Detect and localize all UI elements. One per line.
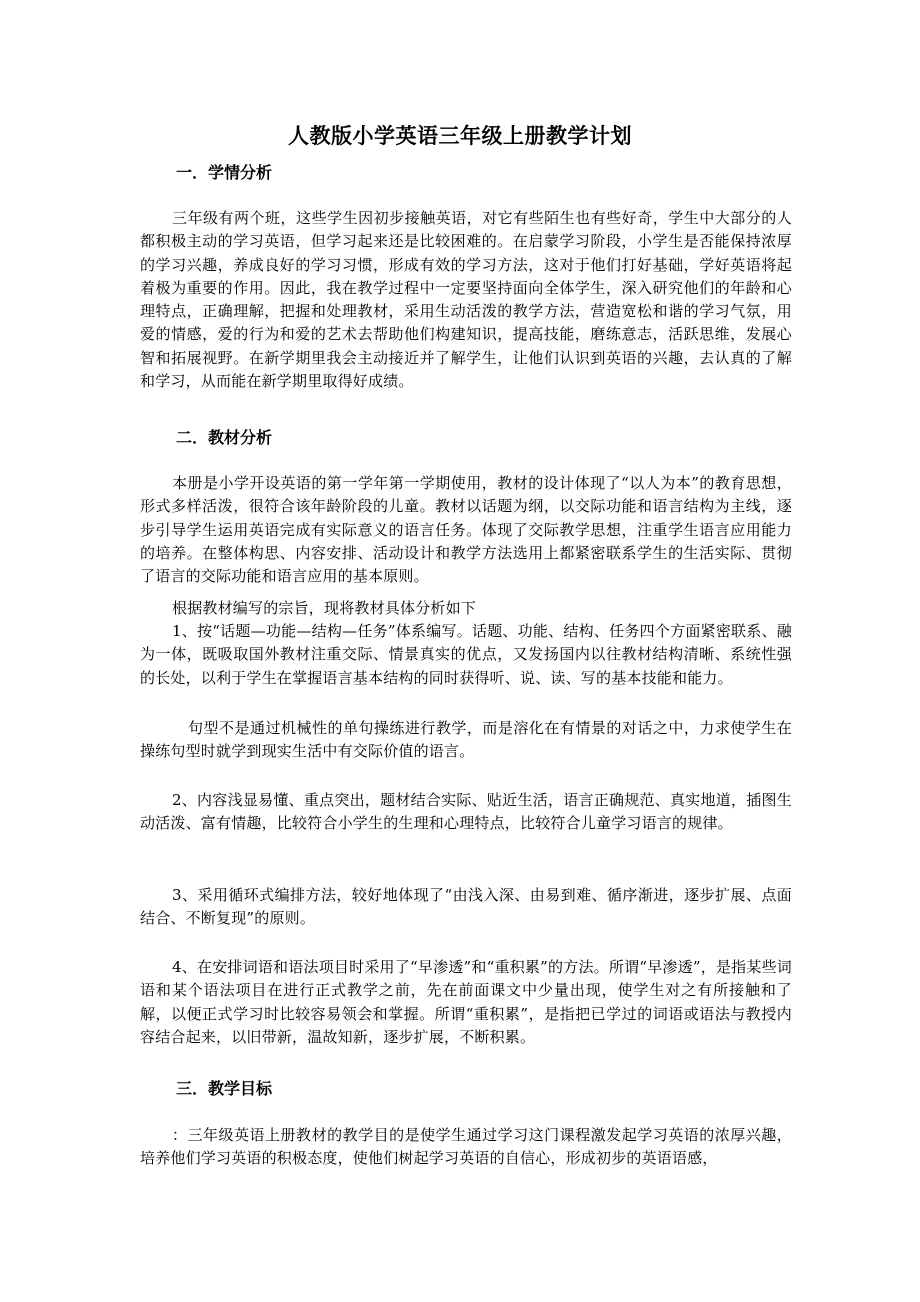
paragraph: 根据教材编写的宗旨，现将教材具体分析如下: [172, 599, 477, 617]
paragraph: ：三年级英语上册教材的教学目的是使学生通过学习这门课程激发起学习英语的浓厚兴趣，培养他们学习英语的积极态度，使他们树起学习英语的自信心，形成初步的英语语感，: [140, 1126, 792, 1168]
document-title: 人教版小学英语三年级上册教学计划: [288, 124, 632, 148]
paragraph: 4、在安排词语和语法项目时采用了“早渗透”和“重积累”的方法。所谓“早渗透”，是指某些词语和某个语法项目在进行正式教学之前，先在前面课文中少量出现，使学生对之有所接触和了解，以便正式学习时比较容易领会和掌握。所谓“重积累”，是指把已学过的词语或语法与教授内容结合起来，以旧带新，温故知新，逐步扩展，不断积累。: [140, 958, 792, 1046]
paragraph: 1、按“话题—功能—结构—任务”体系编写。话题、功能、结构、任务四个方面紧密联系、融为一体，既吸取国外教材注重交际、情景真实的优点，又发扬国内以往教材结构清晰、系统性强的长处，以利于学生在掌握语言基本结构的同时获得听、说、读、写的基本技能和能力。: [140, 622, 792, 687]
section-heading-learner-analysis: 一．学情分析: [176, 163, 273, 182]
paragraph: 三年级有两个班，这些学生因初步接触英语，对它有些陌生也有些好奇，学生中大部分的人都积极主动的学习英语，但学习起来还是比较困难的。在启蒙学习阶段，小学生是否能保持浓厚的学习兴趣，养成良好的学习习惯，形成有效的学习方法，这对于他们打好基础，学好英语将起着极为重要的作用。因此，我在教学过程中一定要坚持面向全体学生，深入研究他们的年龄和心理特点，正确理解，把握和处理教材，采用生动活泼的教学方法，营造宽松和谐的学习气氛，用爱的情感，爱的行为和爱的艺术去帮助他们构建知识，提高技能，磨练意志，活跃思维，发展心智和拓展视野。在新学期里我会主动接近并了解学生，让他们认识到英语的兴趣，去认真的了解和学习，从而能在新学期里取得好成绩。: [140, 209, 792, 391]
section-heading-textbook-analysis: 二．教材分析: [176, 428, 273, 447]
paragraph: 2、内容浅显易懂、重点突出，题材结合实际、贴近生活，语言正确规范、真实地道，插图生动活泼、富有情趣，比较符合小学生的生理和心理特点，比较符合儿童学习语言的规律。: [140, 791, 792, 833]
paragraph: 本册是小学开设英语的第一学年第一学期使用，教材的设计体现了“以人为本”的教育思想，形式多样活泼，很符合该年龄阶段的儿童。教材以话题为纲，以交际功能和语言结构为主线，逐步引导学生运用英语完成有实际意义的语言任务。体现了交际教学思想，注重学生语言应用能力的培养。在整体构思、内容安排、活动设计和教学方法选用上都紧密联系学生的生活实际、贯彻了语言的交际功能和语言应用的基本原则。: [140, 474, 792, 586]
section-heading-teaching-goals: 三．教学目标: [176, 1079, 273, 1098]
paragraph: 句型不是通过机械性的单句操练进行教学，而是溶化在有情景的对话之中，力求使学生在操练句型时就学到现实生活中有交际价值的语言。: [140, 719, 792, 761]
paragraph: 3、采用循环式编排方法，较好地体现了“由浅入深、由易到难、循序渐进，逐步扩展、点面结合、不断复现”的原则。: [140, 886, 792, 928]
